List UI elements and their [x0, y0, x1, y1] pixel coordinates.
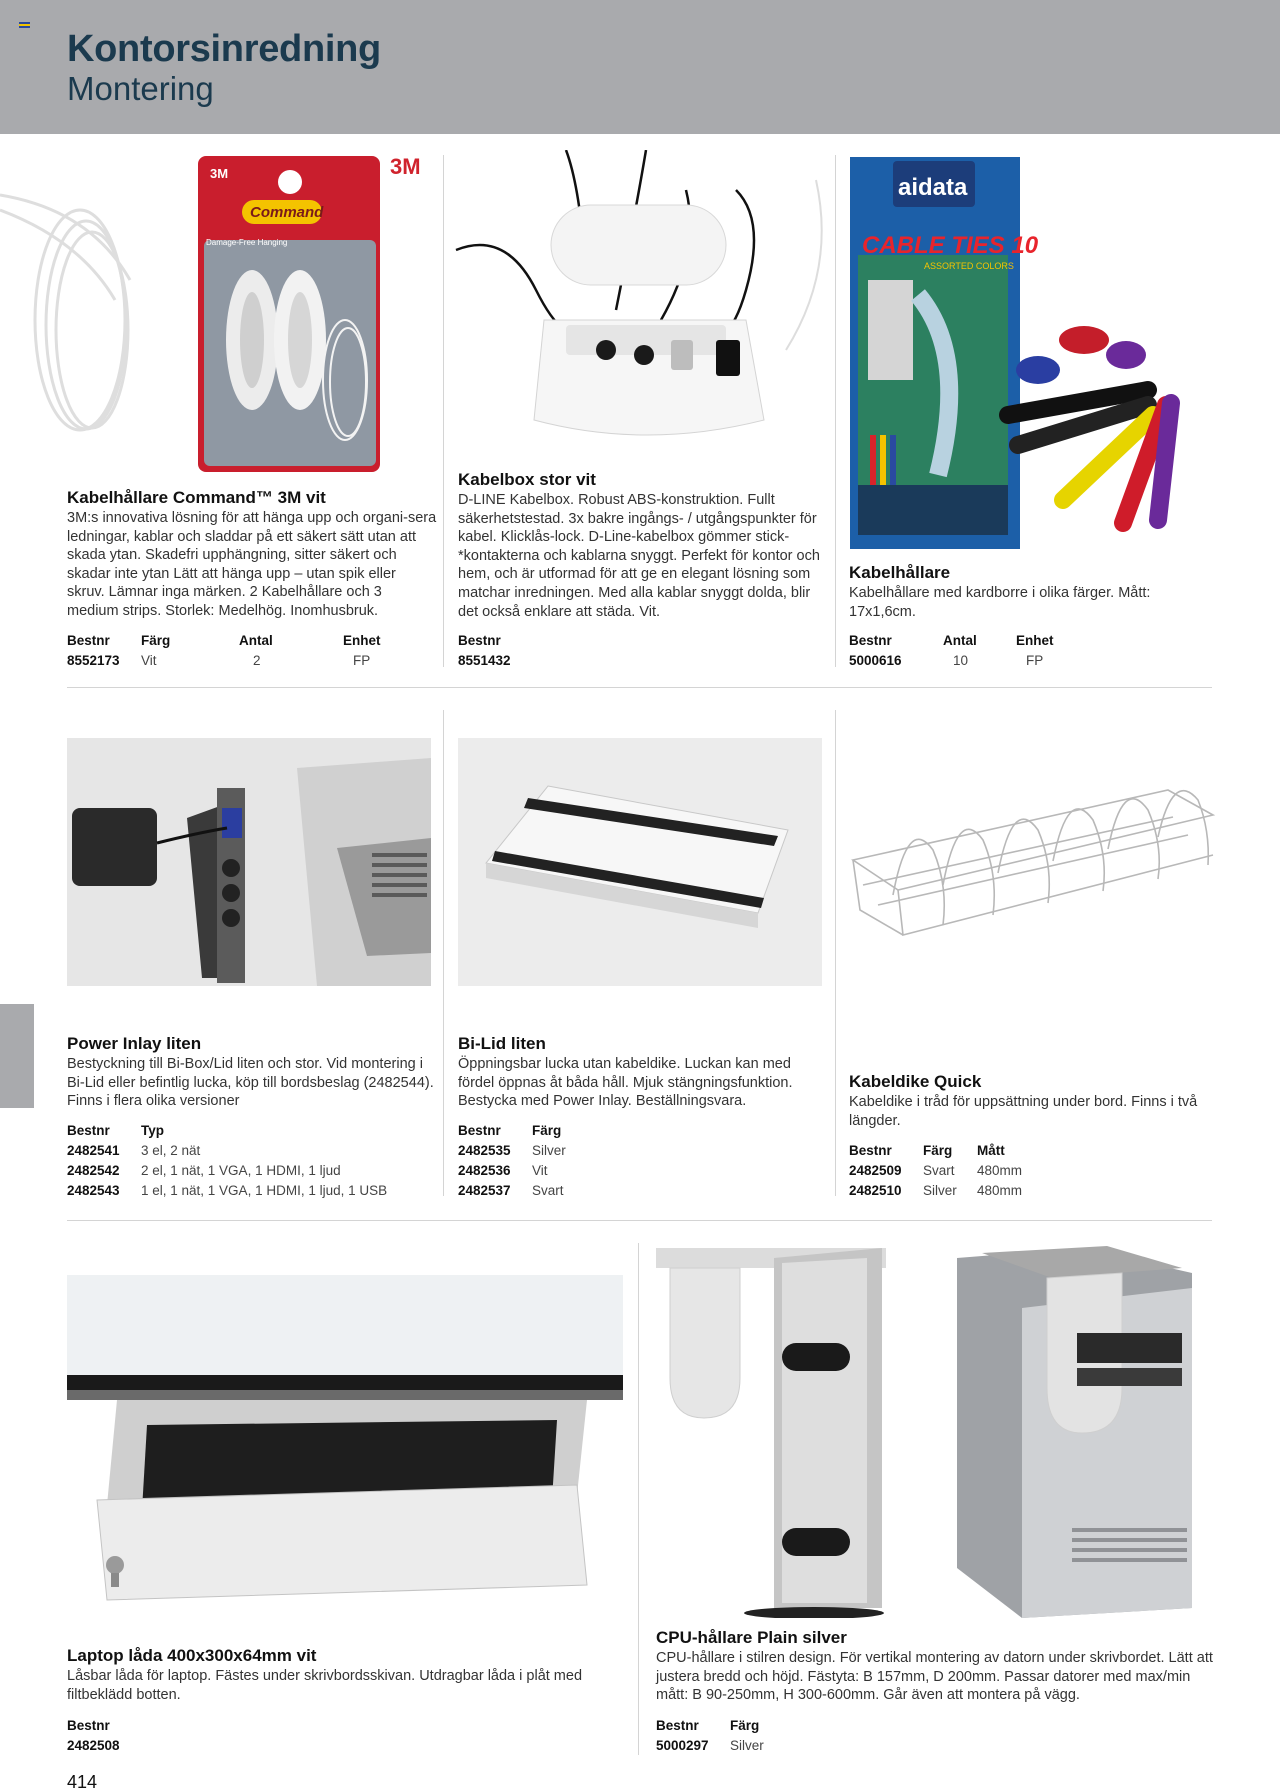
- product-description: 3M:s innovativa lösning för att hänga upp och organi-sera ledningar, kablar och sladdar på ett säkert sätt utan att skada ytan. Skadefri upphängning, sitter säkert och skadar inte ytan Lätt att hänga upp – utan spik eller skruv. Lämnar inga märken. 2 Kabelhållare och 3 medium strips. Storlek: Medelhög. Inomhusbruk.: [67, 510, 437, 619]
- spec-table: [849, 1140, 1057, 1200]
- article-number: 2482509: [849, 1162, 902, 1178]
- spec-value: FP: [1026, 652, 1044, 668]
- spec-row: [67, 1735, 147, 1755]
- product-laptop-lada: [67, 1646, 627, 1704]
- article-number: 2482535: [458, 1142, 511, 1158]
- spec-value: 480mm: [977, 1182, 1023, 1198]
- spec-row: [67, 1160, 421, 1180]
- spec-row: [458, 650, 538, 670]
- spec-value: Vit: [141, 652, 157, 668]
- product-cpu-hallare: [656, 1628, 1226, 1705]
- article-number: 2482510: [849, 1182, 902, 1198]
- spec-row: [458, 1140, 632, 1160]
- spec-value: Svart: [532, 1182, 564, 1198]
- spec-value: 2 el, 1 nät, 1 VGA, 1 HDMI, 1 ljud: [141, 1162, 341, 1178]
- spec-value: 1 el, 1 nät, 1 VGA, 1 HDMI, 1 ljud, 1 USB: [141, 1182, 388, 1198]
- spec-header: Bestnr: [67, 1717, 110, 1733]
- spec-header: Bestnr: [849, 632, 892, 648]
- spec-value: FP: [353, 652, 371, 668]
- spec-header: Färg: [730, 1717, 760, 1733]
- spec-row: [849, 650, 1076, 670]
- product-bi-lid: [458, 1034, 828, 1111]
- spec-header: Bestnr: [458, 1122, 501, 1138]
- product-description: Öppningsbar lucka utan kabeldike. Luckan kan med fördel öppnas åt båda håll. Mjuk stängningsfunktion. Bestycka med Power Inlay. Beställningsvara.: [458, 1056, 793, 1110]
- spec-header: Bestnr: [849, 1142, 892, 1158]
- brand-3m-large: 3M: [390, 154, 421, 179]
- spec-table: [656, 1715, 810, 1755]
- spec-header: Typ: [141, 1122, 164, 1138]
- article-number: 2482537: [458, 1182, 511, 1198]
- product-name: Kabeldike Quick: [849, 1072, 982, 1091]
- product-name: Bi-Lid liten: [458, 1034, 546, 1053]
- spec-table: [458, 630, 538, 670]
- spec-table: [849, 630, 1076, 670]
- spec-value: Svart: [923, 1162, 955, 1178]
- article-number: 5000297: [656, 1737, 709, 1753]
- article-number: 2482536: [458, 1162, 511, 1178]
- spec-header: Mått: [977, 1142, 1005, 1158]
- product-kabelbox: [458, 470, 828, 621]
- spec-table: [67, 630, 403, 670]
- page-number: 414: [67, 1772, 98, 1792]
- article-number: 2482541: [67, 1142, 120, 1158]
- spec-row: [67, 1140, 421, 1160]
- spec-header: Färg: [141, 632, 171, 648]
- product-kabelhallare: [849, 563, 1219, 621]
- assorted-label: ASSORTED COLORS: [924, 261, 1014, 271]
- product-image-command-hooks: [0, 150, 440, 480]
- product-image-cpu-holder: [652, 1238, 1224, 1618]
- page-header: [0, 0, 1280, 134]
- spec-table: [67, 1120, 421, 1200]
- product-image-cable-box: [446, 150, 832, 450]
- spec-header: Antal: [239, 632, 273, 648]
- product-image-wire-tray: [848, 775, 1218, 975]
- product-description: Låsbar låda för laptop. Fästes under skrivbordsskivan. Utdragbar låda i plåt med filtbeklädd botten.: [67, 1668, 583, 1703]
- product-power-inlay: [67, 1034, 437, 1111]
- spec-value: Silver: [923, 1182, 957, 1198]
- spec-value: Silver: [730, 1737, 764, 1753]
- article-number: 2482508: [67, 1737, 120, 1753]
- page-title: Kontorsinredning: [67, 28, 381, 70]
- product-name: Laptop låda 400x300x64mm vit: [67, 1646, 317, 1665]
- spec-header: Bestnr: [458, 632, 501, 648]
- spec-table: [458, 1120, 632, 1200]
- spec-header: Bestnr: [67, 632, 110, 648]
- spec-header: Färg: [923, 1142, 953, 1158]
- product-image-cable-ties: [848, 155, 1218, 555]
- brand-3m-small: 3M: [210, 166, 229, 181]
- cable-ties-label: CABLE TIES 10: [862, 232, 1039, 259]
- section-tab: [0, 1004, 34, 1108]
- product-name: Power Inlay liten: [67, 1034, 202, 1053]
- spec-value: 3 el, 2 nät: [141, 1142, 201, 1158]
- spec-header: Enhet: [343, 632, 381, 648]
- spec-value: 10: [953, 652, 969, 668]
- row-divider: [67, 1220, 1212, 1221]
- spec-row: [67, 1180, 421, 1200]
- spec-row: [849, 1160, 1057, 1180]
- spec-header: Antal: [943, 632, 977, 648]
- spec-header: Bestnr: [67, 1122, 110, 1138]
- flag-icon: [19, 22, 30, 28]
- product-description: CPU-hållare i stilren design. För vertikal montering av datorn under skrivbordet. Lätt att justera bredd och höjd. Fästyta: B 157mm, D 200mm. Passar datorer med max/min mått: B 90-250mm, H 300-600mm. Går även att montera på vägg.: [656, 1650, 1213, 1704]
- spec-row: [849, 1180, 1057, 1200]
- article-number: 5000616: [849, 652, 902, 668]
- column-divider: [443, 710, 444, 1196]
- page-subtitle: Montering: [67, 70, 214, 107]
- spec-row: [458, 1180, 632, 1200]
- spec-value: Vit: [532, 1162, 548, 1178]
- column-divider: [443, 155, 444, 667]
- command-logo: Command: [250, 204, 324, 221]
- article-number: 8552173: [67, 652, 120, 668]
- article-number: 2482542: [67, 1162, 120, 1178]
- product-image-bi-lid: [458, 738, 822, 986]
- product-name: Kabelhållare: [849, 563, 951, 582]
- product-image-power-inlay: [67, 738, 431, 986]
- spec-row: [458, 1160, 632, 1180]
- article-number: 8551432: [458, 652, 511, 668]
- spec-value: 480mm: [977, 1162, 1023, 1178]
- product-description: Bestyckning till Bi-Box/Lid liten och stor. Vid montering i Bi-Lid eller befintlig lucka, köp till bordsbeslag (2482544). Finns i flera olika versioner: [67, 1056, 434, 1110]
- spec-header: Enhet: [1016, 632, 1054, 648]
- spec-table: [67, 1715, 147, 1755]
- aidata-logo: aidata: [898, 174, 968, 201]
- spec-value: 2: [253, 652, 261, 668]
- column-divider: [638, 1243, 639, 1755]
- row-divider: [67, 687, 1212, 688]
- product-image-laptop-drawer: [67, 1275, 623, 1605]
- product-name: Kabelbox stor vit: [458, 470, 596, 489]
- article-number: 2482543: [67, 1182, 120, 1198]
- spec-header: Färg: [532, 1122, 562, 1138]
- product-kabeldike-quick: [849, 1072, 1219, 1130]
- spec-value: Silver: [532, 1142, 566, 1158]
- spec-header: Bestnr: [656, 1717, 699, 1733]
- product-name: CPU-hållare Plain silver: [656, 1628, 847, 1647]
- spec-row: [656, 1735, 810, 1755]
- product-description: Kabelhållare med kardborre i olika färger. Mått: 17x1,6cm.: [849, 585, 1151, 620]
- spec-row: [67, 650, 403, 670]
- column-divider: [835, 155, 836, 667]
- product-kabelhallare-command: [67, 488, 437, 621]
- product-description: Kabeldike i tråd för uppsättning under bord. Finns i två längder.: [849, 1094, 1198, 1129]
- product-description: D-LINE Kabelbox. Robust ABS-konstruktion. Fullt säkerhetstestad. 3x bakre ingångs- / utgångspunkter för kabel. Klicklås-lock. D-Line-kabelbox gömmer stick-*kontakterna och kablarna snyggt. Perfekt för kontor och hem, och är utformad för att ge en elegant lösning som matchar inredningen. Med alla kablar snyggt dolda, blir det också enklare att städa. Vit.: [458, 492, 820, 620]
- damage-free-label: Damage-Free Hanging: [206, 238, 288, 247]
- column-divider: [835, 710, 836, 1196]
- product-name: Kabelhållare Command™ 3M vit: [67, 488, 326, 507]
